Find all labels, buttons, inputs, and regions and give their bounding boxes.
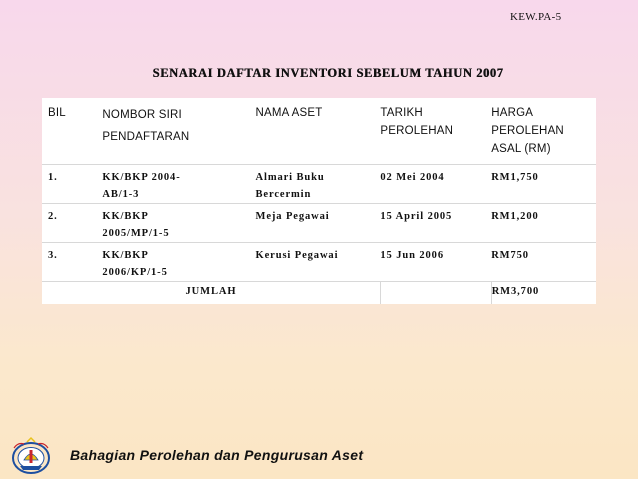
table-header-row bbox=[42, 98, 596, 165]
table-row bbox=[42, 165, 596, 204]
cell-tarikh: 15 April 2005 bbox=[380, 204, 491, 243]
table-total-row bbox=[42, 282, 596, 305]
footer-department: Bahagian Perolehan dan Pengurusan Aset bbox=[70, 447, 364, 463]
header-harga: HARGA PEROLEHAN ASAL (RM) bbox=[491, 107, 564, 155]
cell-tarikh: 15 Jun 2006 bbox=[380, 243, 491, 282]
total-empty-cell bbox=[380, 282, 491, 305]
form-code: KEW.PA-5 bbox=[510, 11, 562, 23]
cell-nama-aset: Meja Pegawai bbox=[256, 204, 381, 243]
ministry-crest-icon bbox=[8, 436, 54, 476]
cell-bil: 3. bbox=[42, 243, 102, 282]
cell-nombor-siri: KK/BKP 2004- AB/1-3 bbox=[102, 165, 255, 204]
inventory-table bbox=[42, 98, 596, 304]
cell-nombor-siri: KK/BKP 2005/MP/1-5 bbox=[102, 204, 255, 243]
cell-harga: RM1,200 bbox=[491, 204, 596, 243]
header-nombor-siri: NOMBOR SIRI PENDAFTARAN bbox=[102, 109, 190, 143]
total-label: JUMLAH bbox=[42, 282, 380, 305]
cell-bil: 1. bbox=[42, 165, 102, 204]
header-bil: BIL bbox=[48, 107, 66, 119]
header-nama-aset: NAMA ASET bbox=[255, 107, 323, 119]
cell-harga: RM1,750 bbox=[491, 165, 596, 204]
cell-nama-aset: Kerusi Pegawai bbox=[256, 243, 381, 282]
cell-bil: 2. bbox=[42, 204, 102, 243]
cell-nombor-siri: KK/BKP 2006/KP/1-5 bbox=[102, 243, 255, 282]
header-tarikh: TARIKH PEROLEHAN bbox=[380, 107, 454, 137]
cell-tarikh: 02 Mei 2004 bbox=[380, 165, 491, 204]
cell-harga: RM750 bbox=[491, 243, 596, 282]
total-value: RM3,700 bbox=[491, 282, 596, 305]
cell-nama-aset: Almari Buku Bercermin bbox=[256, 165, 381, 204]
table-row bbox=[42, 204, 596, 243]
table-row bbox=[42, 243, 596, 282]
page-title: SENARAI DAFTAR INVENTORI SEBELUM TAHUN 2007 bbox=[152, 66, 504, 80]
